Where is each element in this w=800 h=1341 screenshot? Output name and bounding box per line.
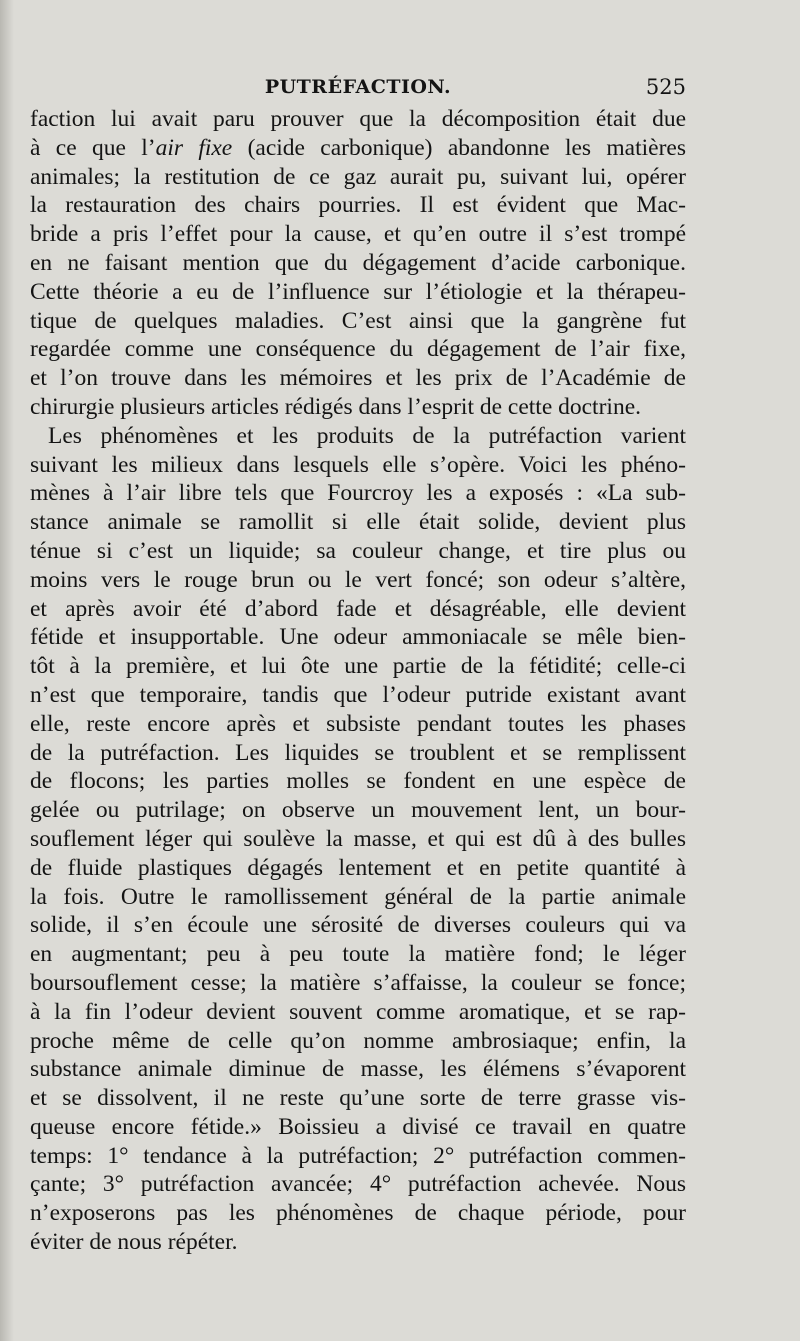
text-line: mènes à l’air libre tels que Fourcroy les a exposés : «La sub- bbox=[30, 480, 686, 507]
text-line: de la putréfaction. Les liquides se troublent et se remplissent bbox=[30, 739, 686, 766]
text-line: queuse encore fétide.» Boissieu a divisé ce travail en quatre bbox=[30, 1113, 686, 1140]
text-line: fétide et insupportable. Une odeur ammoniacale se mêle bien- bbox=[30, 624, 686, 651]
text-line: boursouflement cesse; la matière s’affaisse, la couleur se fonce; bbox=[30, 969, 686, 996]
italic-term: air fixe bbox=[155, 134, 233, 161]
page-number: 525 bbox=[645, 75, 686, 99]
text-line: souflement léger qui soulève la masse, et qui est dû à des bulles bbox=[30, 825, 686, 852]
text-line: n’est que temporaire, tandis que l’odeur putride existant avant bbox=[30, 681, 686, 708]
text-line: regardée comme une conséquence du dégagement de l’air fixe, bbox=[30, 336, 686, 363]
text-line: en augmentant; peu à peu toute la matière fond; le léger bbox=[30, 941, 686, 968]
running-head bbox=[30, 72, 686, 106]
text-line: animales; la restitution de ce gaz aurait pu, suivant lui, opérer bbox=[30, 163, 686, 190]
text-line: de fluide plastiques dégagés lentement et en petite quantité à bbox=[30, 854, 686, 881]
text-line: la restauration des chairs pourries. Il est évident que Mac- bbox=[30, 192, 686, 219]
text-line: temps: 1° tendance à la putréfaction; 2° putréfaction commen- bbox=[30, 1142, 686, 1169]
text-line: éviter de nous répéter. bbox=[30, 1229, 238, 1256]
text-line: stance animale se ramollit si elle était solide, devient plus bbox=[30, 509, 686, 536]
text-line: Cette théorie a eu de l’influence sur l’étiologie et la thérapeu- bbox=[30, 278, 686, 305]
text-line: la fois. Outre le ramollissement général de la partie animale bbox=[30, 883, 686, 910]
text-line: et se dissolvent, il ne reste qu’une sorte de terre grasse vis- bbox=[30, 1085, 686, 1112]
body-text bbox=[30, 105, 686, 1257]
text-line: à la fin l’odeur devient souvent comme aromatique, et se rap- bbox=[30, 998, 686, 1025]
text-line: en ne faisant mention que du dégagement d’acide carbonique. bbox=[30, 249, 686, 276]
text-line: à ce que l’air fixe (acide carbonique) abandonne les matières bbox=[30, 134, 686, 161]
text-line: de flocons; les parties molles se fondent en une espèce de bbox=[30, 768, 686, 795]
text-line: ténue si c’est un liquide; sa couleur change, et tire plus ou bbox=[30, 537, 686, 564]
text-line: et l’on trouve dans les mémoires et les prix de l’Académie de bbox=[30, 365, 686, 392]
text-line: n’exposerons pas les phénomènes de chaque période, pour bbox=[30, 1200, 686, 1227]
text-line: et après avoir été d’abord fade et désagréable, elle devient bbox=[30, 595, 686, 622]
text-line: Les phénomènes et les produits de la putréfaction varient bbox=[48, 422, 686, 449]
text-line: gelée ou putrilage; on observe un mouvement lent, un bour- bbox=[30, 797, 686, 824]
text-line: suivant les milieux dans lesquels elle s’opère. Voici les phéno- bbox=[30, 451, 686, 478]
text-line: moins vers le rouge brun ou le vert foncé; son odeur s’altère, bbox=[30, 566, 686, 593]
text-line: çante; 3° putréfaction avancée; 4° putréfaction achevée. Nous bbox=[30, 1171, 686, 1198]
running-title: PUTRÉFACTION. bbox=[264, 76, 452, 98]
text-line: solide, il s’en écoule une sérosité de diverses couleurs qui va bbox=[30, 912, 686, 939]
text-line: faction lui avait paru prouver que la décomposition était due bbox=[30, 106, 686, 132]
text-line: elle, reste encore après et subsiste pendant toutes les phases bbox=[30, 710, 686, 737]
text-line: substance animale diminue de masse, les élémens s’évaporent bbox=[30, 1056, 686, 1083]
text-line: proche même de celle qu’on nomme ambrosiaque; enfin, la bbox=[30, 1027, 686, 1054]
gutter-shadow bbox=[0, 0, 14, 1341]
text-line: chirurgie plusieurs articles rédigés dans l’esprit de cette doctrine. bbox=[30, 393, 641, 420]
text-line: tôt à la première, et lui ôte une partie de la fétidité; celle-ci bbox=[30, 653, 686, 680]
text-line: tique de quelques maladies. C’est ainsi que la gangrène fut bbox=[30, 307, 686, 334]
text-line: bride a pris l’effet pour la cause, et qu’en outre il s’est trompé bbox=[30, 221, 686, 248]
